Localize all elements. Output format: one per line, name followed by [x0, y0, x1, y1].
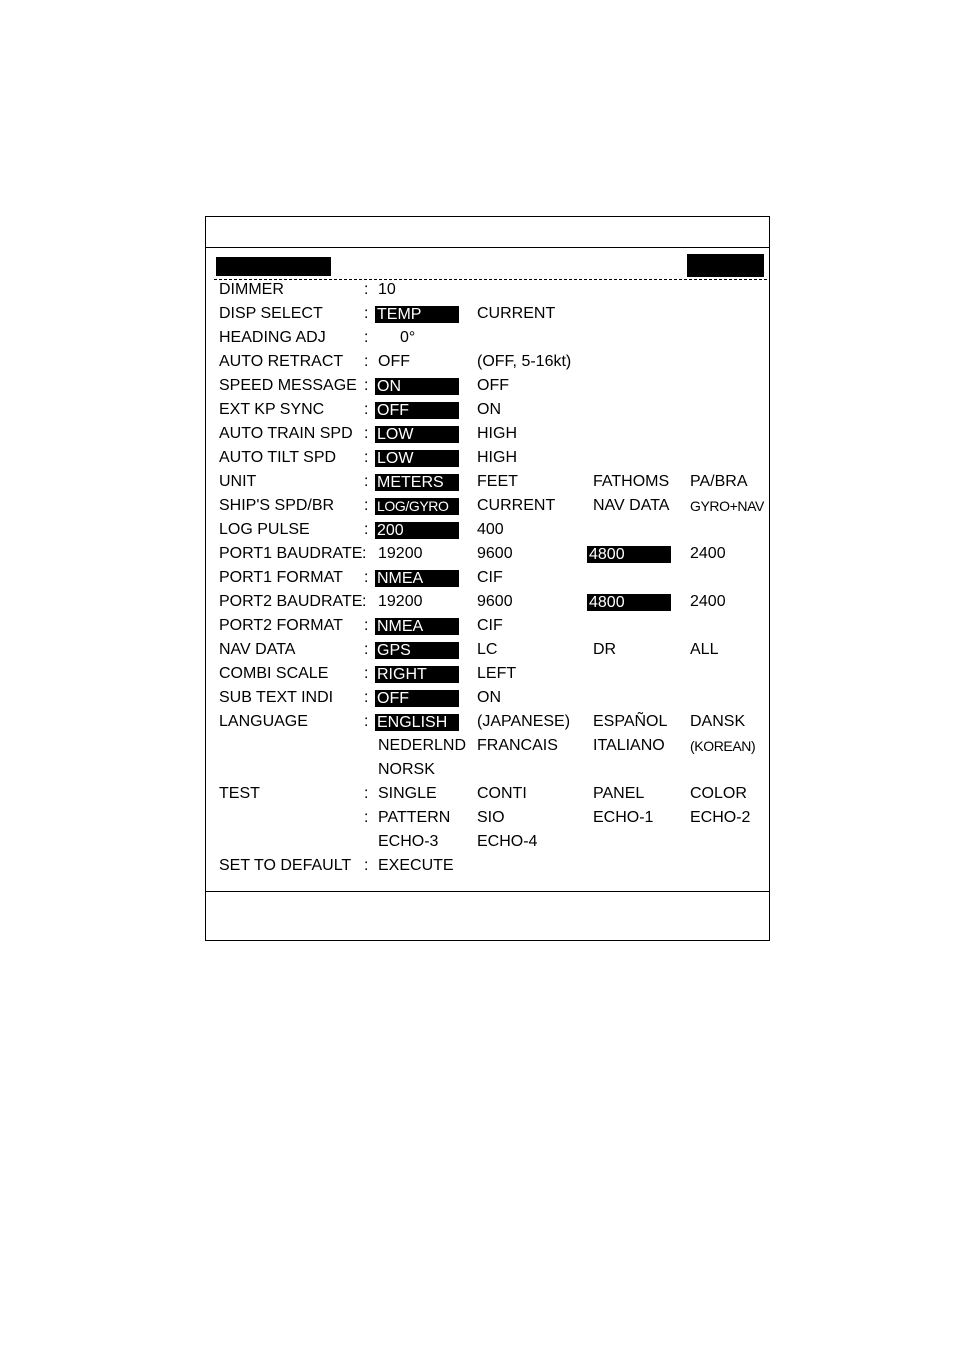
menu-row-port2-baudrate-label: PORT2 BAUDRATE: [219, 593, 363, 610]
menu-row-nav-data-option-lc[interactable]: LC: [477, 641, 498, 658]
menu-row-ext-kp-sync-option-off-selected[interactable]: OFF: [375, 402, 459, 419]
menu-row-port1-baudrate-option-4800-selected[interactable]: 4800: [587, 546, 671, 563]
menu-row-auto-retract-label: AUTO RETRACT: [219, 353, 344, 370]
menu-row-port2-format-separator: :: [364, 617, 369, 634]
menu-row-continued-separator: :: [364, 809, 369, 826]
menu-row-disp-select-label: DISP SELECT: [219, 305, 323, 322]
menu-row-log-pulse-option-400[interactable]: 400: [477, 521, 504, 538]
menu-row-port2-format-option-nmea-selected[interactable]: NMEA: [375, 618, 459, 635]
menu-row-ext-kp-sync-label: EXT KP SYNC: [219, 401, 325, 418]
menu-row-nav-data-separator: :: [364, 641, 369, 658]
menu-row-port1-format-option-nmea-selected[interactable]: NMEA: [375, 570, 459, 587]
menu-row-speed-message-option-on-selected[interactable]: ON: [375, 378, 459, 395]
menu-row-unit-label: UNIT: [219, 473, 257, 490]
menu-row-sub-text-indi-label: SUB TEXT INDI: [219, 689, 334, 706]
menu-row-disp-select-option-current[interactable]: CURRENT: [477, 305, 556, 322]
menu-row-heading-adj-option-0[interactable]: 0°: [400, 329, 416, 346]
menu-row-disp-select-option-temp-selected[interactable]: TEMP: [375, 306, 459, 323]
menu-row-combi-scale-option-left[interactable]: LEFT: [477, 665, 517, 682]
menu-row-speed-message-option-off[interactable]: OFF: [477, 377, 509, 394]
menu-row-continued-option-sio[interactable]: SIO: [477, 809, 505, 826]
menu-row-continued-option-echo-1[interactable]: ECHO-1: [593, 809, 654, 826]
menu-row-sub-text-indi-option-on[interactable]: ON: [477, 689, 501, 706]
menu-row-port1-format-label: PORT1 FORMAT: [219, 569, 343, 586]
menu-row-unit-option-pa-bra[interactable]: PA/BRA: [690, 473, 748, 490]
menu-header-block: [687, 254, 764, 277]
menu-row-language-option-espa-ol[interactable]: ESPAÑOL: [593, 713, 668, 730]
menu-row-nav-data-option-all[interactable]: ALL: [690, 641, 719, 658]
menu-row-test-option-panel[interactable]: PANEL: [593, 785, 645, 802]
menu-row-auto-tilt-spd-option-low-selected[interactable]: LOW: [375, 450, 459, 467]
menu-row-combi-scale-label: COMBI SCALE: [219, 665, 329, 682]
menu-row-port2-format-option-cif[interactable]: CIF: [477, 617, 503, 634]
menu-row-nav-data-option-gps-selected[interactable]: GPS: [375, 642, 459, 659]
menu-row-auto-tilt-spd-option-high[interactable]: HIGH: [477, 449, 517, 466]
menu-row-language-label: LANGUAGE: [219, 713, 308, 730]
menu-row-disp-select-separator: :: [364, 305, 369, 322]
menu-row-auto-tilt-spd-label: AUTO TILT SPD: [219, 449, 337, 466]
menu-row-port2-baudrate-option-19200[interactable]: 19200: [378, 593, 423, 610]
menu-row-test-option-conti[interactable]: CONTI: [477, 785, 527, 802]
menu-row-ship-s-spd-br-separator: :: [364, 497, 369, 514]
menu-row-auto-train-spd-option-low-selected[interactable]: LOW: [375, 426, 459, 443]
menu-row-unit-option-meters-selected[interactable]: METERS: [375, 474, 459, 491]
menu-row-combi-scale-separator: :: [364, 665, 369, 682]
menu-row-port2-baudrate-separator: :: [362, 593, 367, 610]
menu-row-heading-adj-label: HEADING ADJ: [219, 329, 326, 346]
menu-row-continued-option-italiano[interactable]: ITALIANO: [593, 737, 665, 754]
menu-row-continued-option-pattern[interactable]: PATTERN: [378, 809, 451, 826]
menu-row-ship-s-spd-br-option-current[interactable]: CURRENT: [477, 497, 556, 514]
menu-row-nav-data-option-dr[interactable]: DR: [593, 641, 617, 658]
menu-row-auto-train-spd-separator: :: [364, 425, 369, 442]
menu-row-set-to-default-separator: :: [364, 857, 369, 874]
menu-row-continued-option-echo-4[interactable]: ECHO-4: [477, 833, 538, 850]
menu-row-ext-kp-sync-separator: :: [364, 401, 369, 418]
menu-row-log-pulse-option-200-selected[interactable]: 200: [375, 522, 459, 539]
menu-row-language-separator: :: [364, 713, 369, 730]
menu-row-combi-scale-option-right-selected[interactable]: RIGHT: [375, 666, 459, 683]
menu-row-unit-option-feet[interactable]: FEET: [477, 473, 518, 490]
menu-row-auto-tilt-spd-separator: :: [364, 449, 369, 466]
header-dashed-divider: [214, 279, 767, 280]
menu-row-language-option-dansk[interactable]: DANSK: [690, 713, 746, 730]
menu-row-set-to-default-option-execute[interactable]: EXECUTE: [378, 857, 454, 874]
menu-row-dimmer-separator: :: [364, 281, 369, 298]
menu-row-ship-s-spd-br-label: SHIP'S SPD/BR: [219, 497, 335, 514]
menu-row-port1-baudrate-separator: :: [362, 545, 367, 562]
menu-row-continued-option-norsk[interactable]: NORSK: [378, 761, 435, 778]
menu-row-auto-retract-option-off-5-16kt[interactable]: (OFF, 5-16kt): [477, 353, 572, 370]
menu-row-unit-separator: :: [364, 473, 369, 490]
menu-row-continued-option-korean[interactable]: (KOREAN): [690, 738, 756, 754]
menu-row-dimmer-option-10[interactable]: 10: [378, 281, 396, 298]
menu-row-auto-retract-separator: :: [364, 353, 369, 370]
menu-row-auto-train-spd-label: AUTO TRAIN SPD: [219, 425, 353, 442]
menu-row-sub-text-indi-option-off-selected[interactable]: OFF: [375, 690, 459, 707]
menu-row-ext-kp-sync-option-on[interactable]: ON: [477, 401, 501, 418]
menu-row-nav-data-label: NAV DATA: [219, 641, 296, 658]
menu-row-port2-baudrate-option-9600[interactable]: 9600: [477, 593, 513, 610]
menu-row-continued-option-echo-2[interactable]: ECHO-2: [690, 809, 751, 826]
menu-row-port2-format-label: PORT2 FORMAT: [219, 617, 343, 634]
menu-row-speed-message-label: SPEED MESSAGE: [219, 377, 357, 394]
menu-row-speed-message-separator: :: [364, 377, 369, 394]
menu-row-port2-baudrate-option-4800-selected[interactable]: 4800: [587, 594, 671, 611]
menu-row-test-option-single[interactable]: SINGLE: [378, 785, 437, 802]
menu-row-continued-option-echo-3[interactable]: ECHO-3: [378, 833, 439, 850]
menu-row-ship-s-spd-br-option-gyro-nav[interactable]: GYRO+NAV: [690, 498, 764, 514]
menu-row-port1-format-option-cif[interactable]: CIF: [477, 569, 503, 586]
menu-row-heading-adj-separator: :: [364, 329, 369, 346]
menu-row-sub-text-indi-separator: :: [364, 689, 369, 706]
menu-row-set-to-default-label: SET TO DEFAULT: [219, 857, 352, 874]
title-bar-divider: [206, 247, 769, 248]
menu-row-port1-format-separator: :: [364, 569, 369, 586]
menu-row-auto-retract-option-off[interactable]: OFF: [378, 353, 410, 370]
menu-row-port1-baudrate-option-9600[interactable]: 9600: [477, 545, 513, 562]
menu-row-language-option-english-selected[interactable]: ENGLISH: [375, 714, 459, 731]
menu-row-auto-train-spd-option-high[interactable]: HIGH: [477, 425, 517, 442]
menu-row-ship-s-spd-br-option-log-gyro-selected[interactable]: LOG/GYRO: [375, 498, 459, 515]
menu-row-continued-option-francais[interactable]: FRANCAIS: [477, 737, 558, 754]
menu-row-ship-s-spd-br-option-nav-data[interactable]: NAV DATA: [593, 497, 670, 514]
menu-row-test-label: TEST: [219, 785, 260, 802]
menu-row-port1-baudrate-option-19200[interactable]: 19200: [378, 545, 423, 562]
menu-row-test-option-color[interactable]: COLOR: [690, 785, 747, 802]
menu-row-log-pulse-label: LOG PULSE: [219, 521, 310, 538]
menu-title-block: [216, 257, 331, 276]
menu-row-language-option-japanese[interactable]: (JAPANESE): [477, 713, 571, 730]
menu-row-test-separator: :: [364, 785, 369, 802]
menu-row-port1-baudrate-option-2400[interactable]: 2400: [690, 545, 726, 562]
menu-row-unit-option-fathoms[interactable]: FATHOMS: [593, 473, 670, 490]
menu-row-port1-baudrate-label: PORT1 BAUDRATE: [219, 545, 363, 562]
menu-row-dimmer-label: DIMMER: [219, 281, 284, 298]
footer-divider: [206, 891, 769, 892]
menu-row-log-pulse-separator: :: [364, 521, 369, 538]
menu-row-continued-option-nederlnd[interactable]: NEDERLND: [378, 737, 467, 754]
menu-row-port2-baudrate-option-2400[interactable]: 2400: [690, 593, 726, 610]
